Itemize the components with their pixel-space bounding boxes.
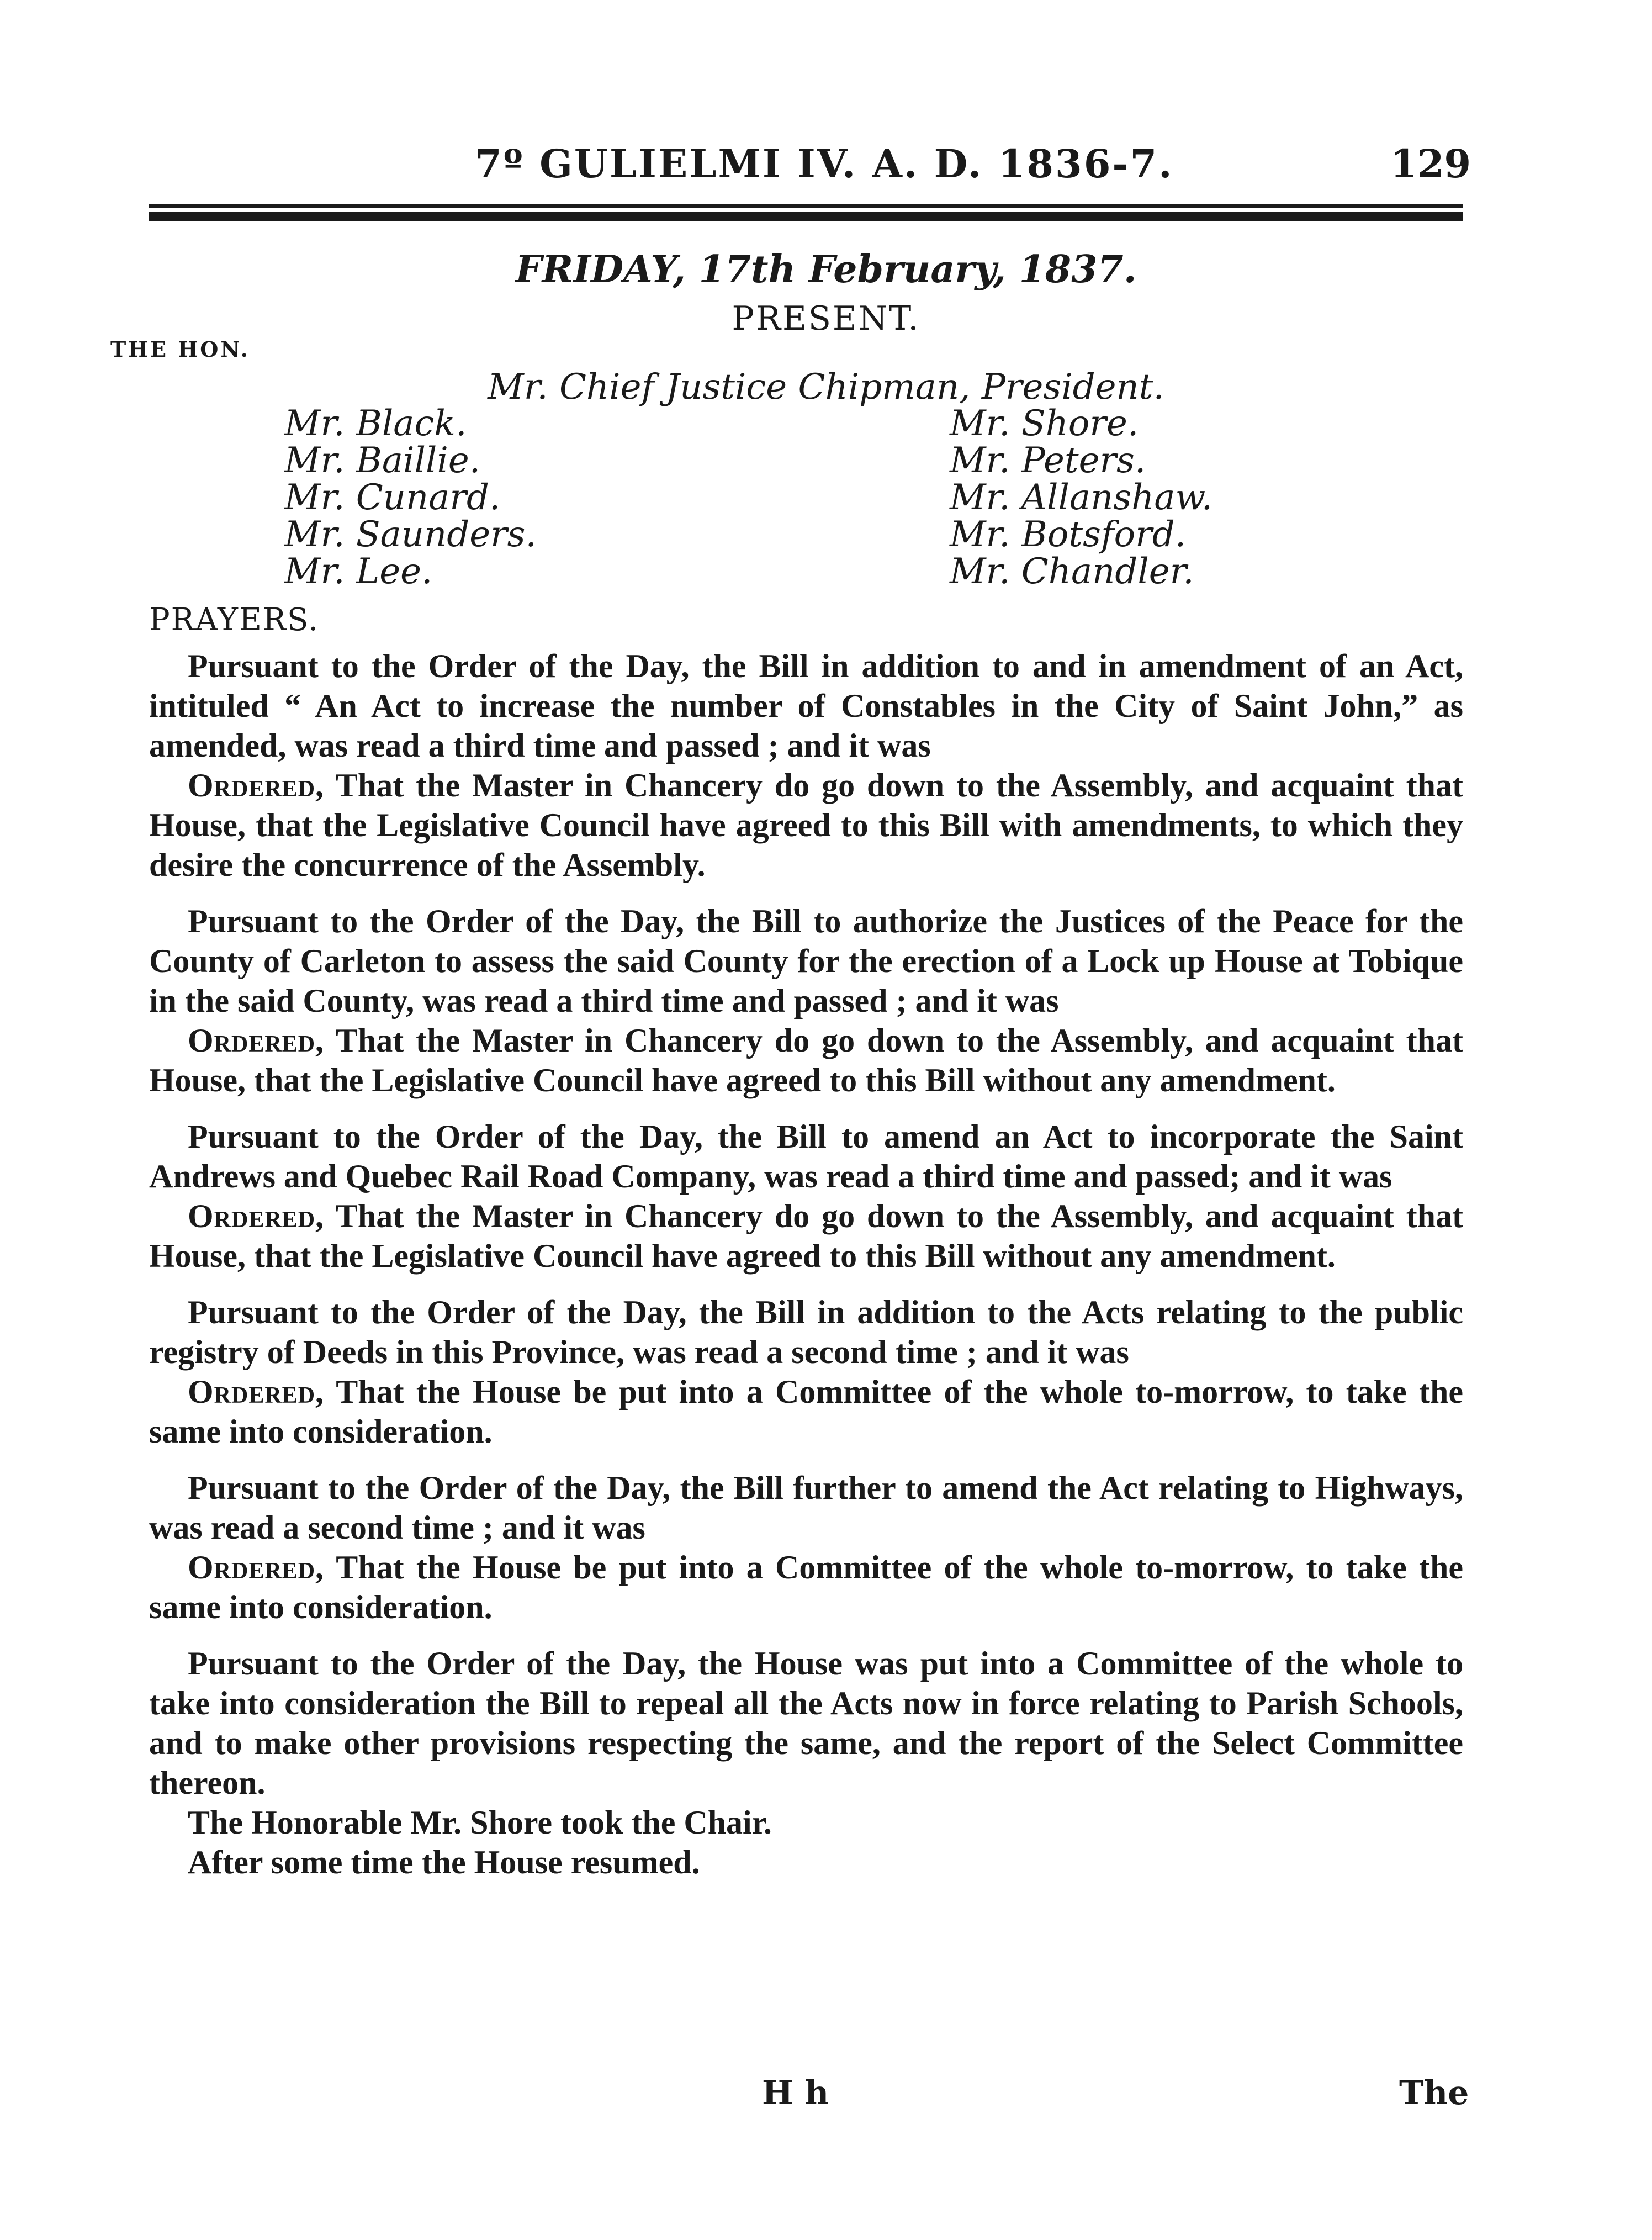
ordered-text: That the Master in Chancery do go down to the Assembly, and acquaint that House, that the Legislative Council have agreed to this Bill without any amendment. [149,1022,1463,1098]
signature-mark: H h [762,2074,829,2112]
ordered-word: Ordered, [188,767,325,804]
ordered-paragraph [149,765,1463,885]
ordered-text: That the House be put into a Committee of the whole to-morrow, to take the same into consideration. [149,1549,1463,1625]
paragraph: Pursuant to the Order of the Day, the House was put into a Committee of the whole to take into consideration the Bill to repeal all the Acts now in force relating to Parish Schools, and to make other provisions respecting the same, and the report of the Select Committee thereon. [149,1645,1463,1801]
ordered-word: Ordered, [188,1373,325,1410]
ordered-paragraph [149,1021,1463,1100]
date-line: FRIDAY, 17th February, 1837. [515,247,1137,292]
ordered-text: That the Master in Chancery do go down to the Assembly, and acquaint that House, that the Legislative Council have agreed to this Bill without any amendment. [149,1198,1463,1274]
catchword: The [1399,2074,1469,2112]
paragraph: The Honorable Mr. Shore took the Chair. [188,1804,772,1841]
page-number: 129 [1390,141,1471,187]
member-right: Mr. Allanshaw. [950,477,1213,518]
ordered-paragraph [149,1196,1463,1276]
paragraph: Pursuant to the Order of the Day, the Bill to amend an Act to incorporate the Saint Andrews and Quebec Rail Road Company, was read a third time and passed; and it was [149,1118,1463,1195]
ordered-word: Ordered, [188,1549,325,1586]
member-left: Mr. Lee. [284,551,433,592]
ordered-word: Ordered, [188,1198,325,1234]
running-head: 7º GULIELMI IV. A. D. 1836-7. [475,141,1174,187]
paragraph: Pursuant to the Order of the Day, the Bill in addition to the Acts relating to the public registry of Deeds in this Province, was read a second time ; and it was [149,1294,1463,1370]
header-rule-thick [149,212,1463,221]
paragraph: Pursuant to the Order of the Day, the Bill in addition to and in amendment of an Act, intituled “ An Act to increase the number of Constables in the City of Saint John,” as amended, was read a third time and passed ; and it was [149,648,1463,764]
prayers-label: PRAYERS. [149,602,320,638]
member-right: Mr. Chandler. [950,551,1194,592]
member-right: Mr. Peters. [950,440,1146,481]
present-label: PRESENT. [732,299,920,338]
ordered-text: That the House be put into a Committee of the whole to-morrow, to take the same into consideration. [149,1373,1463,1450]
member-left: Mr. Baillie. [284,440,481,481]
the-hon-label: THE HON. [110,337,250,362]
member-right: Mr. Botsford. [950,514,1187,555]
proceedings-body [149,646,1463,1882]
ordered-text: That the Master in Chancery do go down to the Assembly, and acquaint that House, that the Legislative Council have agreed to this Bill with amendments, to which they desire the concurrence of the Assembly. [149,767,1463,883]
paragraph: Pursuant to the Order of the Day, the Bill further to amend the Act relating to Highways, was read a second time ; and it was [149,1470,1463,1546]
member-right: Mr. Shore. [950,403,1139,444]
ordered-paragraph [149,1372,1463,1451]
ordered-paragraph [149,1547,1463,1627]
header-rule-thin [149,204,1463,208]
president-line: Mr. Chief Justice Chipman, President. [488,367,1164,408]
member-left: Mr. Black. [284,403,467,444]
paragraph: Pursuant to the Order of the Day, the Bill to authorize the Justices of the Peace for the County of Carleton to assess the said County for the erection of a Lock up House at Tobique in the said County, was read a third time and passed ; and it was [149,903,1463,1019]
member-left: Mr. Saunders. [284,514,537,555]
paragraph: After some time the House resumed. [188,1844,700,1880]
member-left: Mr. Cunard. [284,477,501,518]
ordered-word: Ordered, [188,1022,325,1059]
